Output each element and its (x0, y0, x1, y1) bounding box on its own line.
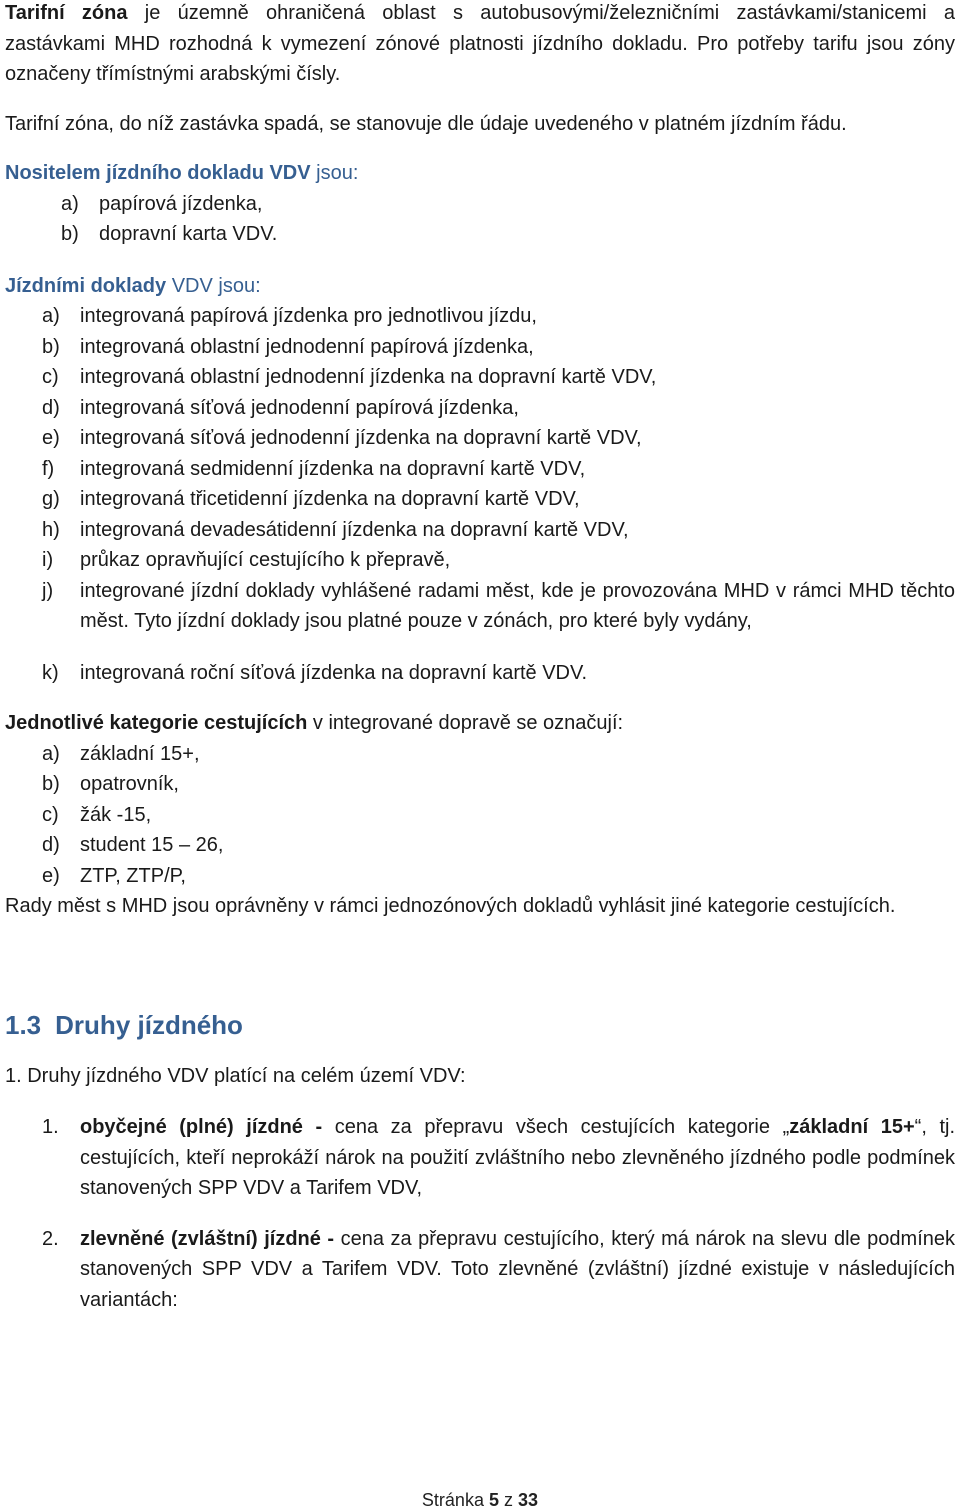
list-item (42, 393, 955, 424)
zone-definition-text: je územně ohraničená oblast s autobusovými/železničními zastávkami/stanicemi a zastávkami MHD rozhodná k vymezení zónové platnosti jízdního dokladu. Pro potřeby tarifu jsou zóny označeny třímístnými arabskými čísly. (5, 2, 955, 85)
list-item-text: integrovaná papírová jízdenka pro jednotlivou jízdu, (80, 305, 537, 327)
list-item (61, 189, 955, 220)
carriers-list (61, 189, 955, 250)
list-item (42, 658, 955, 689)
list-item (42, 301, 955, 332)
list-marker: a) (42, 305, 60, 327)
list-item-text: student 15 – 26, (80, 834, 224, 856)
list-item-text: integrované jízdní doklady vyhlášené radami měst, kde je provozována MHD v rámci MHD těchto měst. Tyto jízdní doklady jsou platné pouze v zónách, pro které byly vydány, (80, 579, 955, 632)
carriers-title-bold: Nositelem jízdního dokladu VDV (5, 162, 311, 184)
list-item-text: integrovaná roční síťová jízdenka na dopravní kartě VDV. (80, 661, 588, 684)
list-item-text: průkaz opravňující cestujícího k přepravě, (80, 549, 451, 571)
list-marker: a) (61, 192, 79, 215)
section-heading (5, 1010, 955, 1040)
list-marker: e) (42, 427, 60, 449)
list-item-text: integrovaná devadesátidenní jízdenka na dopravní kartě VDV, (80, 518, 629, 541)
carriers-heading (5, 158, 955, 189)
list-item-text: integrovaná oblastní jednodenní papírová jízdenka, (80, 335, 534, 358)
categories-note: Rady měst s MHD jsou oprávněny v rámci jednozónových dokladů vyhlásit jiné kategorie cestujících. (5, 895, 896, 917)
list-marker: j) (42, 579, 54, 602)
documents-title-rest: VDV jsou: (166, 274, 261, 297)
documents-list-k (42, 658, 955, 689)
list-item (42, 423, 955, 454)
list-item-text: ZTP, ZTP/P, (80, 864, 186, 887)
list-item-text: integrovaná třicetidenní jízdenka na dopravní kartě VDV, (80, 488, 580, 510)
list-marker: c) (42, 366, 59, 388)
section-number: 1.3 (5, 1009, 42, 1040)
fare-type-desc-b: “, tj. cestujících, kteří neprokáží nárok na použití zvláštního nebo zlevněného jízdného podle podmínek stanovených SPP VDV a Tarifem VDV, (80, 1116, 955, 1199)
list-item (42, 800, 955, 831)
documents-title-bold: Jízdními doklady (5, 274, 167, 297)
list-marker: k) (42, 661, 59, 684)
carriers-title-rest: jsou: (310, 162, 359, 184)
fare-type-category: základní 15+ (789, 1116, 915, 1138)
list-marker: a) (42, 742, 60, 765)
list-item (42, 830, 955, 861)
list-marker: f) (42, 457, 55, 480)
page-footer (0, 1490, 960, 1511)
fare-type-desc: cena za přepravu cestujícího, který má nárok na slevu dle podmínek stanovených SPP VDV a Tarifem VDV. Toto zlevněné (zvláštní) jízdné existuje v následujících variantách: (80, 1227, 955, 1311)
list-marker: b) (61, 223, 79, 245)
list-marker: g) (42, 488, 60, 510)
list-item (42, 576, 955, 637)
list-item-text: dopravní karta VDV. (99, 223, 278, 245)
list-item (42, 769, 955, 800)
categories-heading (5, 708, 955, 739)
list-item (42, 332, 955, 363)
list-item (42, 454, 955, 485)
footer-label: Stránka (421, 1490, 484, 1510)
list-item (42, 861, 955, 892)
list-item (42, 515, 955, 546)
footer-total-pages: 33 (518, 1490, 539, 1510)
fare-type-text (80, 1224, 955, 1316)
zone-term: Tarifní zóna (5, 2, 128, 24)
list-item (42, 484, 955, 515)
list-item (42, 739, 955, 770)
fare-type-item (42, 1112, 955, 1204)
fare-type-name: zlevněné (zvláštní) jízdné - (80, 1227, 335, 1250)
list-item-text: žák -15, (80, 803, 152, 826)
footer-sep: z (504, 1490, 514, 1510)
zone-definition (5, 0, 955, 90)
list-item-text: opatrovník, (80, 773, 179, 795)
list-marker: h) (42, 518, 60, 541)
list-item-text: papírová jízdenka, (99, 192, 263, 215)
categories-title-rest: v integrované dopravě se označují: (307, 712, 624, 734)
list-marker: d) (42, 834, 60, 856)
fare-type-text (80, 1112, 955, 1204)
fare-type-item (42, 1224, 955, 1316)
list-item-text: integrovaná síťová jednodenní jízdenka na dopravní kartě VDV, (80, 427, 642, 449)
list-marker: 1. (42, 1116, 59, 1138)
list-item (42, 362, 955, 393)
categories-list (42, 739, 955, 892)
fare-type-name: obyčejné (plné) jízdné - (80, 1116, 323, 1138)
list-marker: d) (42, 396, 60, 419)
documents-heading (5, 271, 955, 302)
list-marker: i) (42, 549, 54, 571)
section-intro: 1. Druhy jízdného VDV platící na celém území VDV: (5, 1064, 466, 1087)
list-marker: c) (42, 803, 59, 826)
fare-type-desc-a: cena za přepravu všech cestujících kategorie „ (322, 1116, 790, 1138)
list-item-text: základní 15+, (80, 742, 200, 765)
list-marker: 2. (42, 1227, 59, 1250)
list-marker: e) (42, 864, 60, 887)
list-item-text: integrovaná sedmidenní jízdenka na dopravní kartě VDV, (80, 457, 586, 480)
list-item-text: integrovaná síťová jednodenní papírová jízdenka, (80, 396, 519, 419)
zone-rule: Tarifní zóna, do níž zastávka spadá, se stanovuje dle údaje uvedeného v platném jízdním řádu. (5, 112, 847, 135)
footer-current-page: 5 (488, 1490, 499, 1510)
list-item-text: integrovaná oblastní jednodenní jízdenka na dopravní kartě VDV, (80, 366, 657, 388)
section-title: Druhy jízdného (55, 1009, 243, 1040)
list-marker: b) (42, 335, 60, 358)
documents-list (42, 301, 955, 637)
document-page (5, 0, 955, 1315)
list-item (61, 219, 955, 250)
categories-title-bold: Jednotlivé kategorie cestujících (5, 712, 308, 734)
list-item (42, 545, 955, 576)
list-marker: b) (42, 773, 60, 795)
